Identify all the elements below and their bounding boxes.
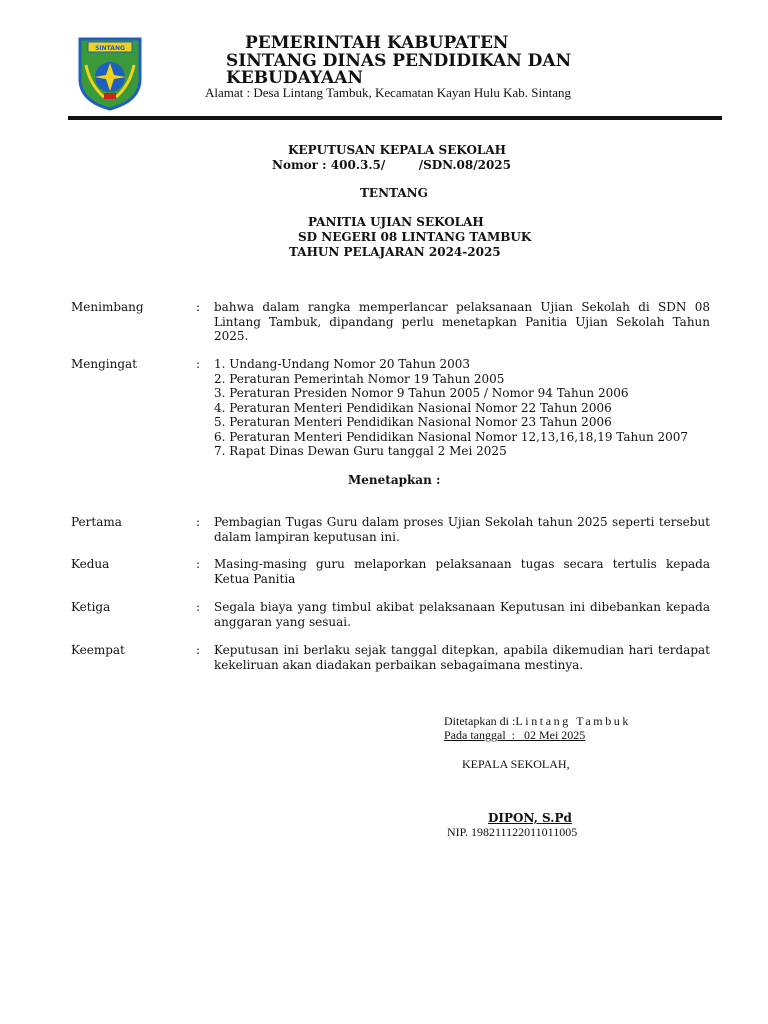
mengingat-colon: : bbox=[196, 357, 201, 371]
mengingat-item: 7. Rapat Dinas Dewan Guru tanggal 2 Mei 2025 bbox=[214, 444, 507, 458]
signature-place-value: Lintang Tambuk bbox=[515, 714, 631, 728]
mengingat-label: Mengingat bbox=[71, 357, 138, 371]
letterhead-line-3: KEBUDAYAAN bbox=[226, 68, 363, 88]
menimbang-text: bahwa dalam rangka memperlancar pelaksanaan Ujian Sekolah di SDN 08 Lintang Tambuk, dipandang perlu menetapkan Panitia Ujian Sekolah Tahun 2025. bbox=[214, 300, 710, 343]
decree-subject-line-2: SD NEGERI 08 LINTANG TAMBUK bbox=[298, 230, 532, 244]
letterhead-divider bbox=[68, 116, 722, 120]
decree-tentang: TENTANG bbox=[360, 186, 428, 200]
letterhead-line-2: SINTANG DINAS PENDIDIKAN DAN bbox=[226, 51, 572, 71]
decision-colon: : bbox=[196, 557, 201, 571]
decision-colon: : bbox=[196, 600, 201, 614]
decision-colon: : bbox=[196, 643, 201, 657]
mengingat-item: 6. Peraturan Menteri Pendidikan Nasional Nomor 12,13,16,18,19 Tahun 2007 bbox=[214, 429, 689, 444]
decision-label-pertama: Pertama bbox=[71, 515, 122, 529]
decree-subject-line-1: PANITIA UJIAN SEKOLAH bbox=[308, 215, 484, 229]
signatory-name: DIPON, S.Pd bbox=[488, 811, 572, 825]
mengingat-item: 5. Peraturan Menteri Pendidikan Nasional Nomor 23 Tahun 2006 bbox=[214, 415, 612, 429]
signature-date: Pada tanggal : 02 Mei 2025 bbox=[444, 728, 586, 742]
district-emblem-icon bbox=[76, 35, 144, 111]
letterhead-line-1: PEMERINTAH KABUPATEN bbox=[245, 33, 509, 53]
mengingat-item: 1. Undang-Undang Nomor 20 Tahun 2003 bbox=[214, 357, 471, 371]
mengingat-item: 3. Peraturan Presiden Nomor 9 Tahun 2005 / Nomor 94 Tahun 2006 bbox=[214, 386, 629, 400]
letterhead-address: Alamat : Desa Lintang Tambuk, Kecamatan Kayan Hulu Kab. Sintang bbox=[205, 85, 571, 100]
signature-role: KEPALA SEKOLAH, bbox=[462, 757, 570, 771]
mengingat-item: 2. Peraturan Pemerintah Nomor 19 Tahun 2005 bbox=[214, 371, 505, 386]
signatory-nip: NIP. 198211122011011005 bbox=[447, 825, 578, 839]
signature-place-label: Ditetapkan di : bbox=[444, 714, 516, 728]
decision-label-kedua: Kedua bbox=[71, 557, 110, 571]
decision-text-kedua: Masing-masing guru melaporkan pelaksanaan tugas secara tertulis kepada Ketua Panitia bbox=[214, 557, 710, 586]
decision-colon: : bbox=[196, 515, 201, 529]
decision-label-ketiga: Ketiga bbox=[71, 600, 111, 614]
svg-text:SINTANG: SINTANG bbox=[95, 45, 125, 52]
decree-subject-line-3: TAHUN PELAJARAN 2024-2025 bbox=[289, 245, 501, 259]
menetapkan-heading: Menetapkan : bbox=[348, 473, 441, 487]
signature-place bbox=[444, 714, 631, 729]
decree-title: KEPUTUSAN KEPALA SEKOLAH bbox=[288, 143, 507, 157]
decision-label-keempat: Keempat bbox=[71, 643, 125, 657]
decree-number: Nomor : 400.3.5/ /SDN.08/2025 bbox=[272, 158, 512, 172]
menimbang-colon: : bbox=[196, 300, 201, 314]
decision-text-keempat: Keputusan ini berlaku sejak tanggal ditepkan, apabila dikemudian hari terdapat kekeliruan akan diadakan perbaikan sebagaimana mestinya. bbox=[214, 643, 710, 672]
menimbang-label: Menimbang bbox=[71, 300, 144, 314]
decision-text-pertama: Pembagian Tugas Guru dalam proses Ujian Sekolah tahun 2025 seperti tersebut dalam lampiran keputusan ini. bbox=[214, 515, 710, 544]
mengingat-item: 4. Peraturan Menteri Pendidikan Nasional Nomor 22 Tahun 2006 bbox=[214, 400, 612, 415]
decision-text-ketiga: Segala biaya yang timbul akibat pelaksanaan Keputusan ini dibebankan kepada anggaran yang sesuai. bbox=[214, 600, 710, 629]
